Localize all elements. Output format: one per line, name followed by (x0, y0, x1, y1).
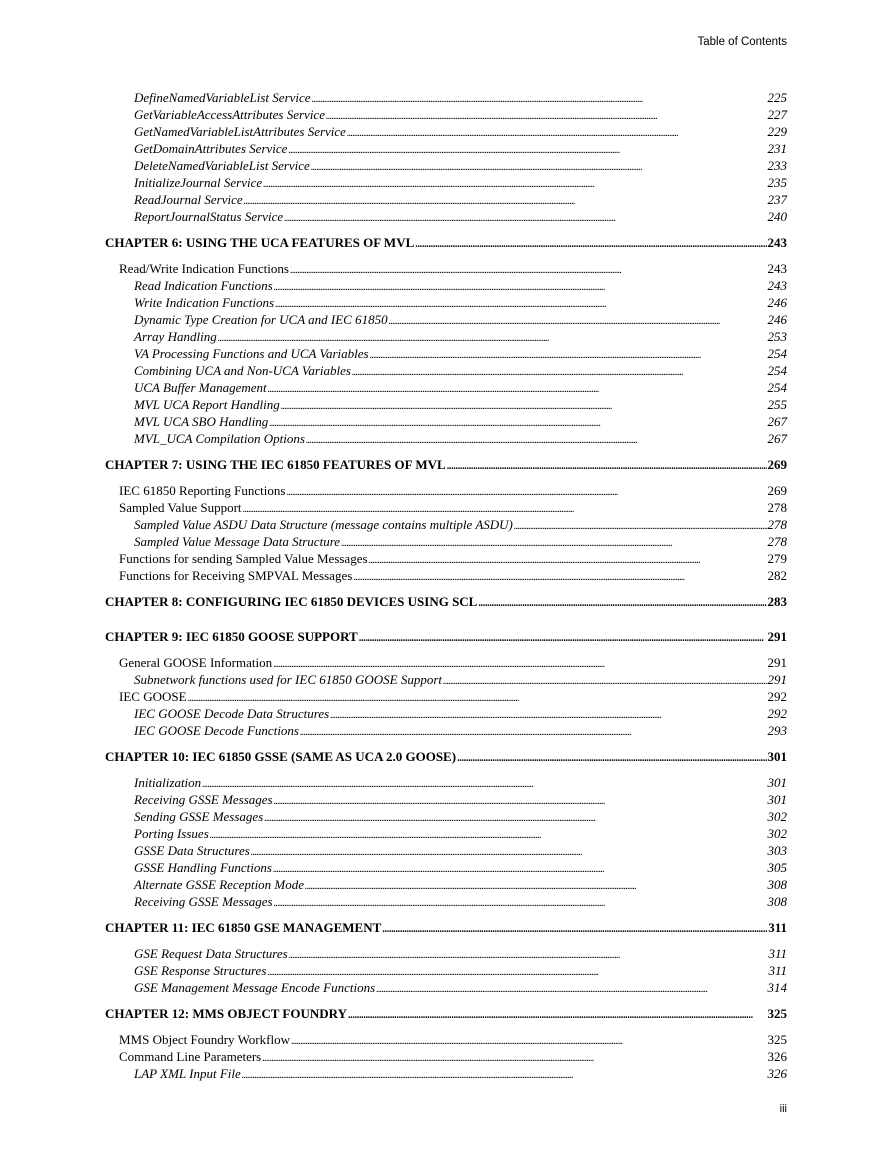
toc-entry-title: Receiving GSSE Messages (134, 792, 273, 807)
toc-entry[interactable] (105, 329, 787, 346)
toc-entry-title: Array Handling (134, 329, 217, 344)
toc-entry-page: 325 (767, 1032, 787, 1047)
toc-entry-page: 246 (767, 295, 787, 310)
dot-leader (478, 598, 766, 609)
dot-leader (243, 504, 767, 515)
toc-entry[interactable] (105, 723, 787, 740)
dot-leader (244, 196, 767, 207)
toc-entry-title: VA Processing Functions and UCA Variables (134, 346, 369, 361)
toc-entry-title: CHAPTER 8: CONFIGURING IEC 61850 DEVICES USING SCL (105, 594, 478, 609)
toc-entry-title: GSE Response Structures (134, 963, 267, 978)
toc-entry-page: 243 (767, 235, 787, 250)
toc-entry-page: 278 (767, 534, 787, 549)
toc-entry-page: 253 (767, 329, 787, 344)
toc-entry[interactable] (105, 1032, 787, 1049)
toc-entry-title: GSSE Data Structures (134, 843, 250, 858)
toc-entry-page: 308 (767, 894, 787, 909)
toc-entry-page: 246 (767, 312, 787, 327)
dot-leader (447, 461, 767, 472)
dot-leader (353, 572, 766, 583)
dot-leader (251, 847, 767, 858)
toc-entry-page: 326 (767, 1049, 787, 1064)
toc-entry-page: 292 (767, 706, 787, 721)
toc-entry[interactable] (105, 843, 787, 860)
toc-entry[interactable] (105, 689, 787, 706)
dot-leader (188, 693, 767, 704)
toc-entry-page: 279 (767, 551, 787, 566)
toc-entry-page: 233 (767, 158, 787, 173)
dot-leader (275, 299, 766, 310)
toc-entry-title: CHAPTER 9: IEC 61850 GOOSE SUPPORT (105, 629, 358, 644)
dot-leader (326, 111, 767, 122)
dot-leader (274, 898, 767, 909)
toc-entry-page: 291 (767, 655, 787, 670)
toc-entry-page: 291 (767, 629, 787, 644)
toc-entry-title: IEC GOOSE Decode Functions (134, 723, 299, 738)
toc-entry-title: MVL_UCA Compilation Options (134, 431, 305, 446)
toc-entry-title: Sampled Value Message Data Structure (134, 534, 341, 549)
toc-entry-page: 269 (767, 483, 787, 498)
toc-entry-page: 240 (767, 209, 787, 224)
dot-leader (218, 333, 767, 344)
toc-chapter-entry[interactable] (105, 629, 787, 646)
toc-entry-title: MMS Object Foundry Workflow (119, 1032, 290, 1047)
toc-entry-title: Combining UCA and Non-UCA Variables (134, 363, 351, 378)
toc-entry[interactable] (105, 141, 787, 158)
toc-entry[interactable] (105, 500, 787, 517)
toc-entry-page: 301 (767, 749, 787, 764)
toc-entry-title: Sampled Value ASDU Data Structure (message contains multiple ASDU) (134, 517, 513, 532)
toc-entry-page: 267 (767, 431, 787, 446)
dot-leader (263, 179, 766, 190)
toc-entry-title: CHAPTER 7: USING THE IEC 61850 FEATURES OF MVL (105, 457, 446, 472)
toc-entry[interactable] (105, 775, 787, 792)
dot-leader (370, 350, 767, 361)
toc-chapter-entry[interactable] (105, 749, 787, 766)
toc-entry-page: 225 (767, 90, 787, 105)
toc-chapter-entry[interactable] (105, 920, 787, 937)
toc-entry-title: GetDomainAttributes Service (134, 141, 288, 156)
toc-entry-title: IEC GOOSE (119, 689, 187, 704)
toc-entry[interactable] (105, 90, 787, 107)
toc-chapter-entry[interactable] (105, 1006, 787, 1023)
toc-entry[interactable] (105, 431, 787, 448)
toc-entry[interactable] (105, 261, 787, 278)
toc-entry-title: GetVariableAccessAttributes Service (134, 107, 325, 122)
toc-entry-page: 301 (767, 775, 787, 790)
toc-entry[interactable] (105, 517, 787, 534)
dot-leader (382, 924, 767, 935)
dot-leader (268, 384, 767, 395)
toc-entry-page: 314 (767, 980, 787, 995)
dot-leader (415, 239, 766, 250)
toc-entry-page: 235 (767, 175, 787, 190)
toc-entry-page: 311 (768, 946, 787, 961)
dot-leader (389, 316, 767, 327)
toc-entry-title: Subnetwork functions used for IEC 61850 GOOSE Support (134, 672, 443, 687)
toc-entry-title: MVL UCA SBO Handling (134, 414, 269, 429)
toc-entry-title: Write Indication Functions (134, 295, 275, 310)
toc-entry-title: Initialization (134, 775, 202, 790)
dot-leader (369, 555, 767, 566)
toc-entry-title: InitializeJournal Service (134, 175, 263, 190)
dot-leader (288, 145, 766, 156)
toc-entry[interactable] (105, 894, 787, 911)
toc-entry-title: MVL UCA Report Handling (134, 397, 280, 412)
toc-entry[interactable] (105, 124, 787, 141)
toc-entry[interactable] (105, 380, 787, 397)
toc-entry-page: 308 (767, 877, 787, 892)
dot-leader (330, 710, 766, 721)
toc-entry-title: CHAPTER 10: IEC 61850 GSSE (SAME AS UCA 2.0 GOOSE) (105, 749, 457, 764)
toc-entry-title: IEC 61850 Reporting Functions (119, 483, 286, 498)
dot-leader (306, 435, 767, 446)
toc-entry-title: GSE Request Data Structures (134, 946, 288, 961)
dot-leader (210, 830, 767, 841)
toc-entry[interactable] (105, 1049, 787, 1066)
toc-entry-title: CHAPTER 6: USING THE UCA FEATURES OF MVL (105, 235, 415, 250)
toc-entry-title: DeleteNamedVariableList Service (134, 158, 310, 173)
toc-entry-title: General GOOSE Information (119, 655, 273, 670)
dot-leader (291, 1036, 767, 1047)
toc-entry[interactable] (105, 946, 787, 963)
toc-entry-title: Porting Issues (134, 826, 209, 841)
dot-leader (202, 779, 766, 790)
toc-entry-page: 229 (767, 124, 787, 139)
toc-entry[interactable] (105, 209, 787, 226)
toc-entry-page: 243 (767, 278, 787, 293)
dot-leader (269, 418, 766, 429)
toc-entry[interactable] (105, 980, 787, 997)
toc-entry[interactable] (105, 312, 787, 329)
toc-entry-page: 267 (767, 414, 787, 429)
toc-entry-title: Dynamic Type Creation for UCA and IEC 61850 (134, 312, 388, 327)
toc-entry-title: Sampled Value Support (119, 500, 242, 515)
toc-entry-page: 303 (767, 843, 787, 858)
dot-leader (281, 401, 767, 412)
dot-leader (262, 1053, 766, 1064)
toc-chapter-entry[interactable] (105, 457, 787, 474)
dot-leader (289, 950, 768, 961)
page-number: iii (779, 1103, 787, 1115)
dot-leader (352, 367, 767, 378)
toc-entry-page: 255 (767, 397, 787, 412)
toc-entry[interactable] (105, 655, 787, 672)
toc-entry[interactable] (105, 397, 787, 414)
dot-leader (376, 984, 766, 995)
toc-entry-title: DefineNamedVariableList Service (134, 90, 311, 105)
dot-leader (300, 727, 767, 738)
toc-entry[interactable] (105, 551, 787, 568)
dot-leader (273, 864, 767, 875)
toc-entry-title: Command Line Parameters (119, 1049, 262, 1064)
toc-entry[interactable] (105, 1066, 787, 1083)
toc-entry-title: Functions for sending Sampled Value Messages (119, 551, 368, 566)
toc-entry[interactable] (105, 826, 787, 843)
toc-entry-page: 292 (767, 689, 787, 704)
dot-leader (348, 1010, 767, 1021)
dot-leader (359, 633, 767, 644)
toc-chapter-entry[interactable] (105, 594, 787, 611)
toc-entry-title: LAP XML Input File (134, 1066, 241, 1081)
dot-leader (284, 213, 766, 224)
dot-leader (347, 128, 767, 139)
dot-leader (274, 796, 767, 807)
toc-entry-title: Read/Write Indication Functions (119, 261, 289, 276)
toc-entry-page: 305 (767, 860, 787, 875)
dot-leader (305, 881, 766, 892)
toc-entry-page: 301 (767, 792, 787, 807)
toc-entry-page: 254 (767, 346, 787, 361)
toc-entry-page: 325 (767, 1006, 787, 1021)
toc-entry[interactable] (105, 414, 787, 431)
toc-entry[interactable] (105, 346, 787, 363)
toc-entry-page: 326 (767, 1066, 787, 1081)
toc-entry[interactable] (105, 295, 787, 312)
toc-entry-title: Sending GSSE Messages (134, 809, 264, 824)
toc-entry-page: 227 (767, 107, 787, 122)
toc-entry[interactable] (105, 107, 787, 124)
toc-entry-page: 269 (767, 457, 787, 472)
dot-leader (273, 659, 766, 670)
toc-entry-title: IEC GOOSE Decode Data Structures (134, 706, 330, 721)
toc-entry-title: GSSE Handling Functions (134, 860, 272, 875)
toc-entry-title: Alternate GSSE Reception Mode (134, 877, 305, 892)
toc-entry[interactable] (105, 860, 787, 877)
dot-leader (267, 967, 767, 978)
toc-entry-page: 291 (767, 672, 787, 687)
dot-leader (286, 487, 766, 498)
toc-entry-page: 311 (768, 963, 787, 978)
toc-entry[interactable] (105, 706, 787, 723)
dot-leader (341, 538, 766, 549)
running-header: Table of Contents (697, 36, 787, 48)
toc-entry-title: ReportJournalStatus Service (134, 209, 284, 224)
toc-entry[interactable] (105, 175, 787, 192)
dot-leader (274, 282, 767, 293)
toc-entry-page: 293 (767, 723, 787, 738)
toc-chapter-entry[interactable] (105, 235, 787, 252)
toc-entry[interactable] (105, 568, 787, 585)
toc-entry-page: 283 (767, 594, 787, 609)
toc-entry-title: Functions for Receiving SMPVAL Messages (119, 568, 353, 583)
toc-entry-title: Read Indication Functions (134, 278, 273, 293)
toc-entry[interactable] (105, 483, 787, 500)
dot-leader (312, 94, 767, 105)
toc-entry-title: UCA Buffer Management (134, 380, 267, 395)
toc-entry-page: 302 (767, 809, 787, 824)
toc-entry[interactable] (105, 534, 787, 551)
toc-entry[interactable] (105, 158, 787, 175)
toc-entry-page: 278 (767, 500, 787, 515)
toc-entry[interactable] (105, 792, 787, 809)
dot-leader (242, 1070, 767, 1081)
toc-entry[interactable] (105, 809, 787, 826)
toc-entry-page: 302 (767, 826, 787, 841)
toc-entry-page: 282 (767, 568, 787, 583)
toc-entry-title: CHAPTER 12: MMS OBJECT FOUNDRY (105, 1006, 347, 1021)
toc-entry[interactable] (105, 278, 787, 295)
toc-entry-page: 254 (767, 363, 787, 378)
toc-entry-page: 243 (767, 261, 787, 276)
dot-leader (514, 521, 767, 532)
toc-entry-page: 311 (768, 920, 787, 935)
toc-entry-page: 278 (767, 517, 787, 532)
toc-entry-page: 254 (767, 380, 787, 395)
toc-entry-page: 237 (767, 192, 787, 207)
dot-leader (457, 753, 766, 764)
toc-entry[interactable] (105, 192, 787, 209)
toc-entry-title: CHAPTER 11: IEC 61850 GSE MANAGEMENT (105, 920, 382, 935)
toc-entry-title: ReadJournal Service (134, 192, 243, 207)
toc-entry[interactable] (105, 877, 787, 894)
dot-leader (290, 265, 767, 276)
toc-entry-title: GetNamedVariableListAttributes Service (134, 124, 346, 139)
toc-entry[interactable] (105, 963, 787, 980)
toc-entry-title: GSE Management Message Encode Functions (134, 980, 376, 995)
toc-entry-page: 231 (767, 141, 787, 156)
dot-leader (311, 162, 767, 173)
toc-entry[interactable] (105, 672, 787, 689)
dot-leader (443, 676, 766, 687)
toc-entry[interactable] (105, 363, 787, 380)
toc-entry-title: Receiving GSSE Messages (134, 894, 273, 909)
dot-leader (264, 813, 766, 824)
